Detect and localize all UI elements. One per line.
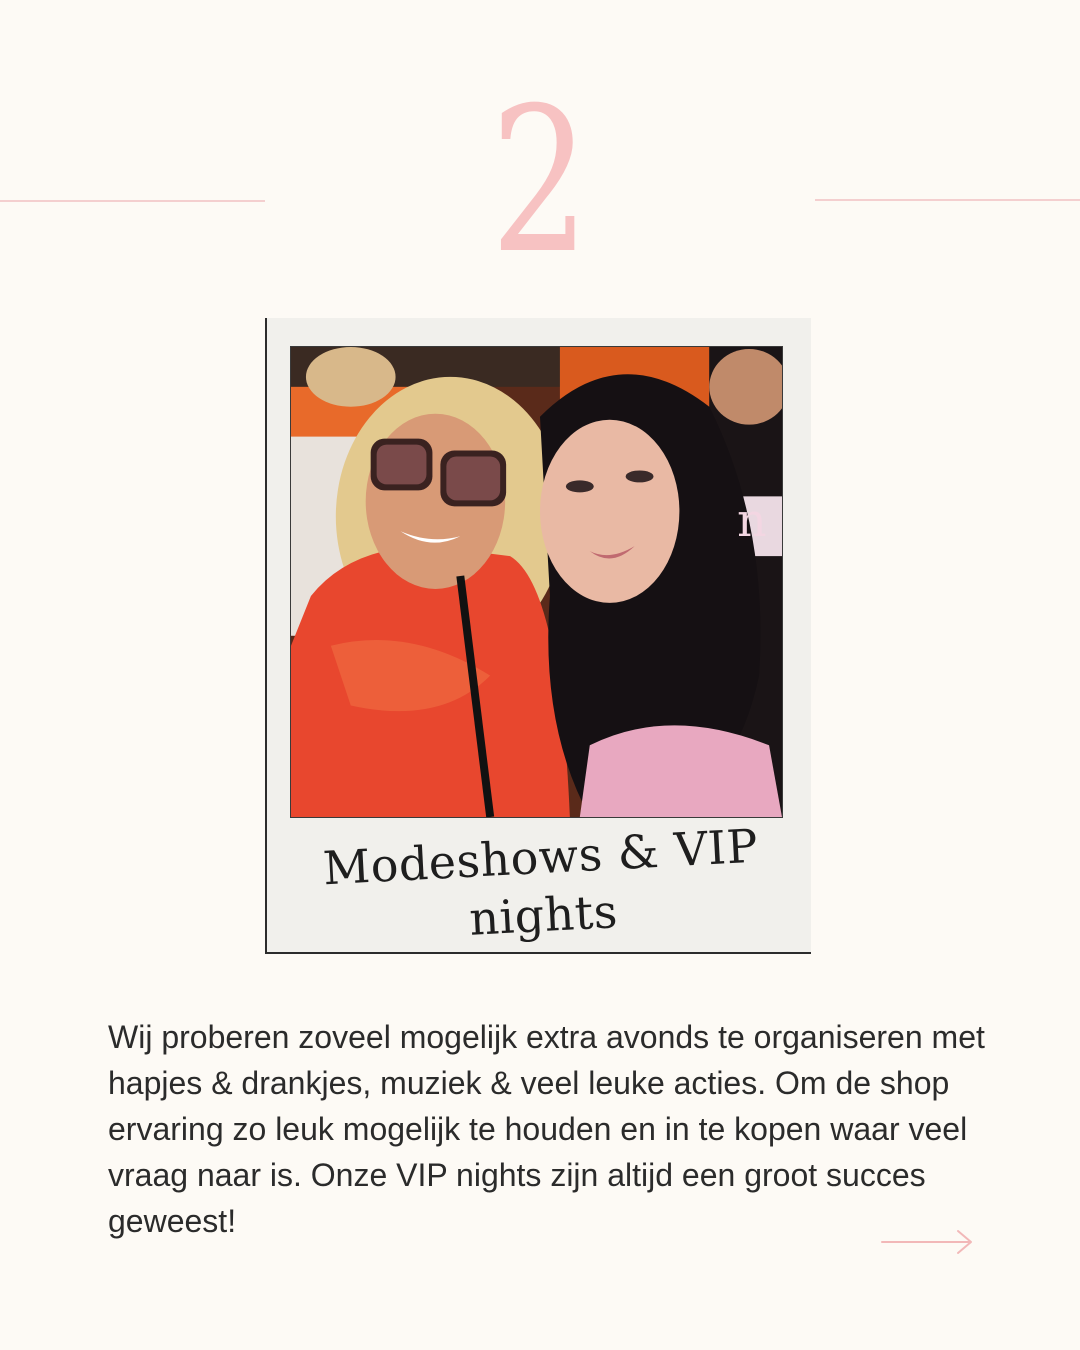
- divider-right: [815, 199, 1080, 201]
- polaroid-frame: [265, 318, 811, 954]
- svg-text:n: n: [737, 493, 767, 548]
- arrow-right-icon[interactable]: [880, 1226, 976, 1258]
- divider-left: [0, 200, 265, 202]
- polaroid-caption: Modeshows & VIP nights: [321, 818, 760, 946]
- slide-number: 2: [490, 65, 590, 298]
- photo-two-women-selfie: [290, 346, 783, 818]
- description-text: Wij proberen zoveel mogelijk extra avonds te organiseren met hapjes & drankjes, muziek & veel leuke acties. Om de shop ervaring zo leuk mogelijk te houden en in te kopen waar veel vraag naar is. Onze VIP nights zijn altijd een groot succes geweest!: [108, 1019, 985, 1239]
